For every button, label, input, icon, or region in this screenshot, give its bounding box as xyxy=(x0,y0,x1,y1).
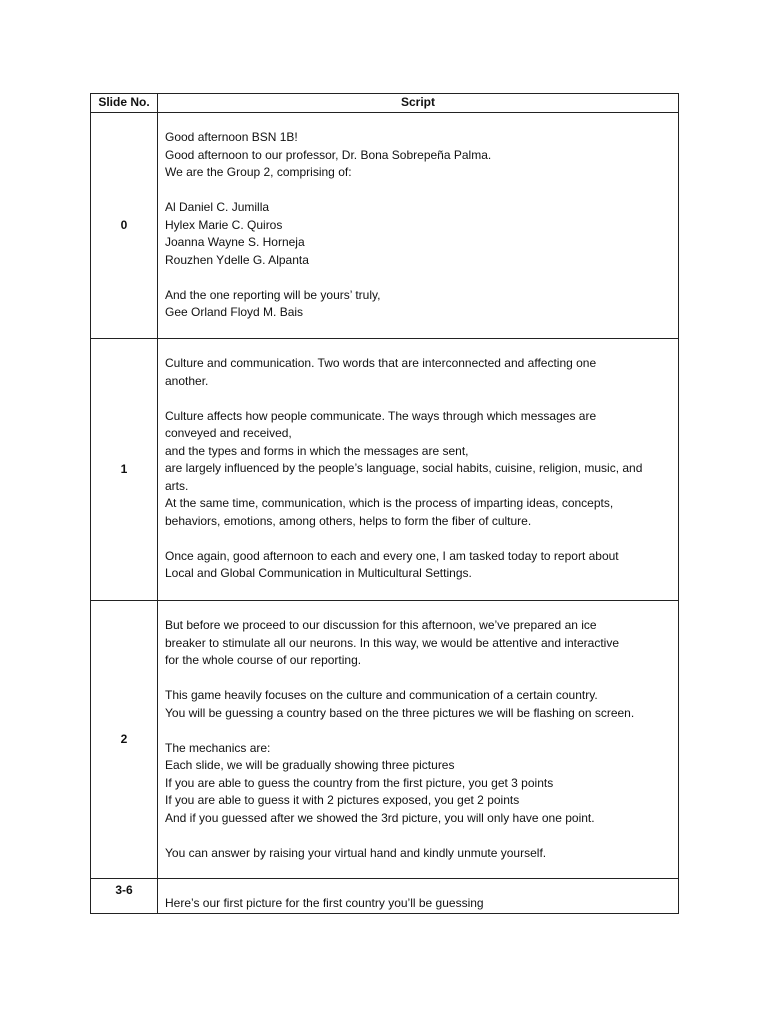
script-line: Culture and communication. Two words that are interconnected and affecting one xyxy=(165,356,597,370)
script-line: for the whole course of our reporting. xyxy=(165,653,362,667)
script-line: breaker to stimulate all our neurons. In this way, we would be attentive and interactive xyxy=(165,635,620,650)
script-line: If you are able to guess it with 2 pictures exposed, you get 2 points xyxy=(165,793,520,807)
script-text xyxy=(158,113,679,339)
script-text xyxy=(158,339,679,601)
script-line: The mechanics are: xyxy=(165,740,271,755)
slide-number: 0 xyxy=(91,113,158,339)
script-line: Local and Global Communication in Multicultural Settings. xyxy=(165,566,472,580)
table-row xyxy=(91,601,679,879)
script-line: behaviors, emotions, among others, helps to form the fiber of culture. xyxy=(165,513,532,528)
member-name: Hylex Marie C. Quiros xyxy=(165,217,283,232)
table-row xyxy=(91,113,679,339)
table-row xyxy=(91,879,679,914)
header-row xyxy=(91,94,679,113)
script-line: Good afternoon to our professor, Dr. Bona Sobrepeña Palma. xyxy=(165,147,492,162)
script-line: This game heavily focuses on the culture and communication of a certain country. xyxy=(165,688,598,702)
slide-number: 1 xyxy=(91,339,158,601)
script-line: We are the Group 2, comprising of: xyxy=(165,165,352,179)
script-text xyxy=(158,601,679,879)
member-name: Al Daniel C. Jumilla xyxy=(165,200,270,214)
script-line: Culture affects how people communicate. The ways through which messages are xyxy=(165,408,597,423)
script-line: And the one reporting will be yours’ truly, xyxy=(165,287,381,302)
script-line: Each slide, we will be gradually showing three pictures xyxy=(165,758,455,772)
member-name: Joanna Wayne S. Horneja xyxy=(165,235,305,249)
script-header: Script xyxy=(158,94,679,113)
slide-number: 3-6 xyxy=(91,879,158,914)
script-line: Here’s our first picture for the first country you’ll be guessing xyxy=(165,896,484,910)
script-line: are largely influenced by the people’s language, social habits, cuisine, religion, music, and xyxy=(165,461,643,475)
slide-no-header: Slide No. xyxy=(91,94,158,113)
reporter-name: Gee Orland Floyd M. Bais xyxy=(165,305,304,319)
script-line: At the same time, communication, which is the process of imparting ideas, concepts, xyxy=(165,496,614,510)
script-line: conveyed and received, xyxy=(165,426,292,440)
slide-number: 2 xyxy=(91,601,158,879)
script-line: Once again, good afternoon to each and every one, I am tasked today to report about xyxy=(165,548,619,563)
script-line: If you are able to guess the country from the first picture, you get 3 points xyxy=(165,775,554,790)
script-line: You can answer by raising your virtual hand and kindly unmute yourself. xyxy=(165,845,547,860)
script-table xyxy=(90,93,679,914)
script-line: But before we proceed to our discussion for this afternoon, we’ve prepared an ice xyxy=(165,618,597,632)
script-text xyxy=(158,879,679,914)
script-line: You will be guessing a country based on the three pictures we will be flashing on screen. xyxy=(165,705,635,720)
script-line: another. xyxy=(165,373,209,388)
script-line: And if you guessed after we showed the 3rd picture, you will only have one point. xyxy=(165,810,595,825)
script-line: and the types and forms in which the messages are sent, xyxy=(165,443,469,458)
table-row xyxy=(91,339,679,601)
member-name: Rouzhen Ydelle G. Alpanta xyxy=(165,252,309,267)
script-line: Good afternoon BSN 1B! xyxy=(165,130,298,144)
script-line: arts. xyxy=(165,478,189,493)
